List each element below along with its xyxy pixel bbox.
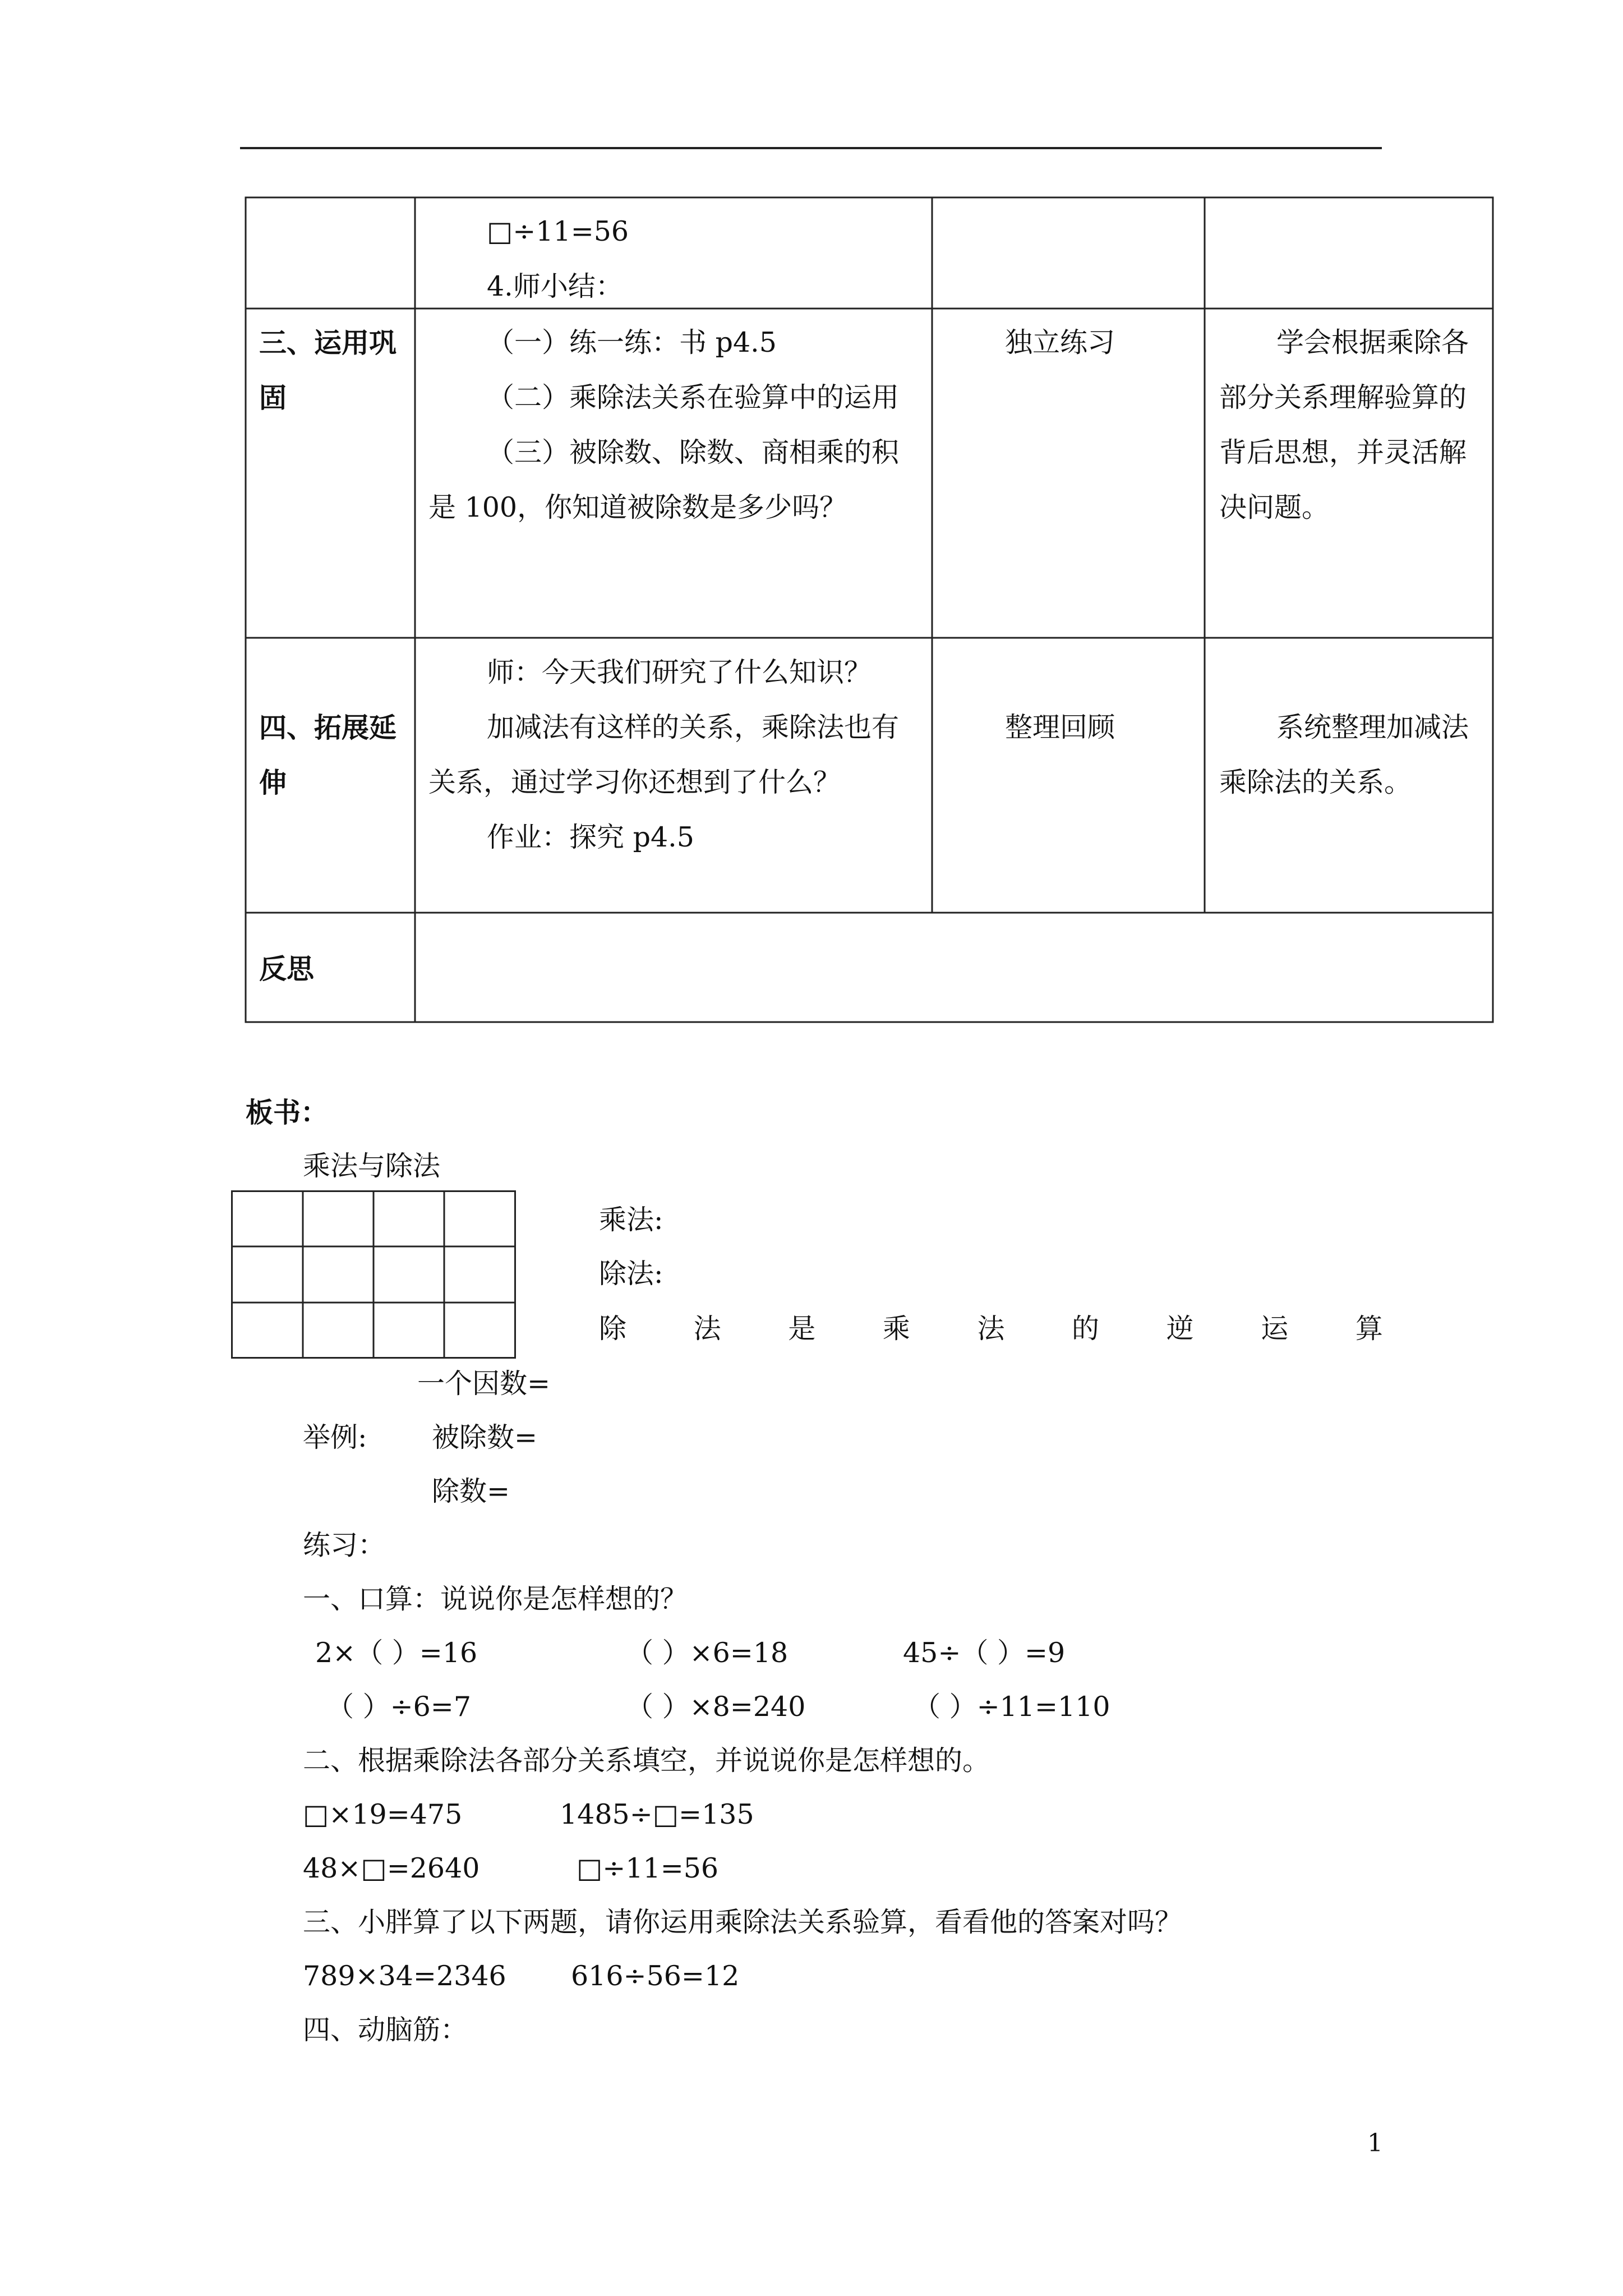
row2-homework: 作业：探究 p4.5 (487, 821, 694, 853)
row1-intent-line3: 背后思想，并灵活解 (1219, 436, 1467, 468)
q3-item: 789×34=2346 (303, 1960, 506, 1992)
q1-item: 45÷（ ）=9 (903, 1637, 1066, 1669)
q2-prompt: 二、根据乘除法各部分关系填空，并说说你是怎样想的。 (303, 1745, 990, 1777)
div-label: 除法: (599, 1258, 663, 1290)
q2-item: 1485÷□=135 (560, 1798, 754, 1830)
row1-content-line1: （一）练一练：书 p4.5 (487, 326, 777, 358)
board-title: 乘法与除法 (303, 1150, 441, 1182)
board-grid (231, 1190, 516, 1359)
dividend-formula: 被除数= (432, 1421, 538, 1453)
q1-prompt: 一、口算：说说你是怎样想的？ (303, 1583, 688, 1615)
row2-content-line3: 关系，通过学习你还想到了什么？ (428, 766, 841, 798)
board-heading: 板书： (246, 1096, 329, 1129)
inverse-char: 是 (788, 1313, 816, 1345)
q1-item: （ ）÷11=110 (913, 1691, 1110, 1723)
row1-content-line4: 是 100，你知道被除数是多少吗？ (428, 491, 847, 523)
row2-stage-line1: 四、拓展延 (259, 711, 397, 744)
row0-equation: □÷11=56 (487, 215, 629, 247)
row2-content-line2: 加减法有这样的关系，乘除法也有 (487, 711, 900, 743)
q2-item: □÷11=56 (577, 1852, 719, 1884)
inverse-char: 法 (977, 1313, 1005, 1345)
q1-item: （ ）×8=240 (626, 1691, 806, 1723)
inverse-char: 算 (1355, 1313, 1383, 1345)
page-number: 1 (1367, 2129, 1383, 2157)
inverse-char: 法 (693, 1313, 721, 1345)
row2-stage-line2: 伸 (259, 766, 287, 799)
inverse-char: 逆 (1166, 1313, 1194, 1345)
row2-intent-line1: 系统整理加减法 (1276, 711, 1469, 743)
row1-intent-line4: 决问题。 (1219, 491, 1330, 523)
row1-stage-line1: 三、运用巩 (259, 326, 397, 359)
inverse-char: 运 (1261, 1313, 1289, 1345)
mult-label: 乘法: (599, 1204, 663, 1236)
q2-item: □×19=475 (303, 1798, 463, 1830)
divisor-formula: 除数= (432, 1475, 510, 1507)
q4-prompt: 四、动脑筋： (303, 2014, 468, 2046)
exercise-title: 练习： (303, 1529, 386, 1561)
row0-summary: 4.师小结： (487, 270, 623, 302)
factor-formula: 一个因数= (417, 1368, 551, 1400)
q2-item: 48×□=2640 (303, 1852, 480, 1884)
q1-item: （ ）÷6=7 (326, 1691, 472, 1723)
row2-content-line1: 师：今天我们研究了什么知识？ (487, 656, 872, 688)
reflection-label: 反思 (259, 953, 315, 985)
q3-prompt: 三、小胖算了以下两题，请你运用乘除法关系验算，看看他的答案对吗？ (303, 1906, 1183, 1938)
q3-item: 616÷56=12 (571, 1960, 740, 1992)
row1-intent-line1: 学会根据乘除各 (1276, 326, 1469, 358)
row1-content-line2: （二）乘除法关系在验算中的运用 (487, 381, 900, 413)
row2-activity: 整理回顾 (1005, 711, 1115, 743)
inverse-char: 乘 (882, 1313, 910, 1345)
row1-intent-line2: 部分关系理解验算的 (1219, 381, 1467, 413)
row1-content-line3: （三）被除数、除数、商相乘的积 (487, 436, 900, 468)
q1-item: 2×（ ）=16 (315, 1637, 478, 1669)
inverse-statement (599, 1301, 1383, 1356)
q1-item: （ ）×6=18 (626, 1637, 789, 1669)
inverse-char: 除 (599, 1313, 627, 1345)
example-label: 举例: (303, 1421, 367, 1453)
inverse-char: 的 (1072, 1313, 1100, 1345)
row1-activity: 独立练习 (1005, 326, 1115, 358)
row2-intent-line2: 乘除法的关系。 (1219, 766, 1412, 798)
row1-stage-line2: 固 (259, 381, 287, 414)
